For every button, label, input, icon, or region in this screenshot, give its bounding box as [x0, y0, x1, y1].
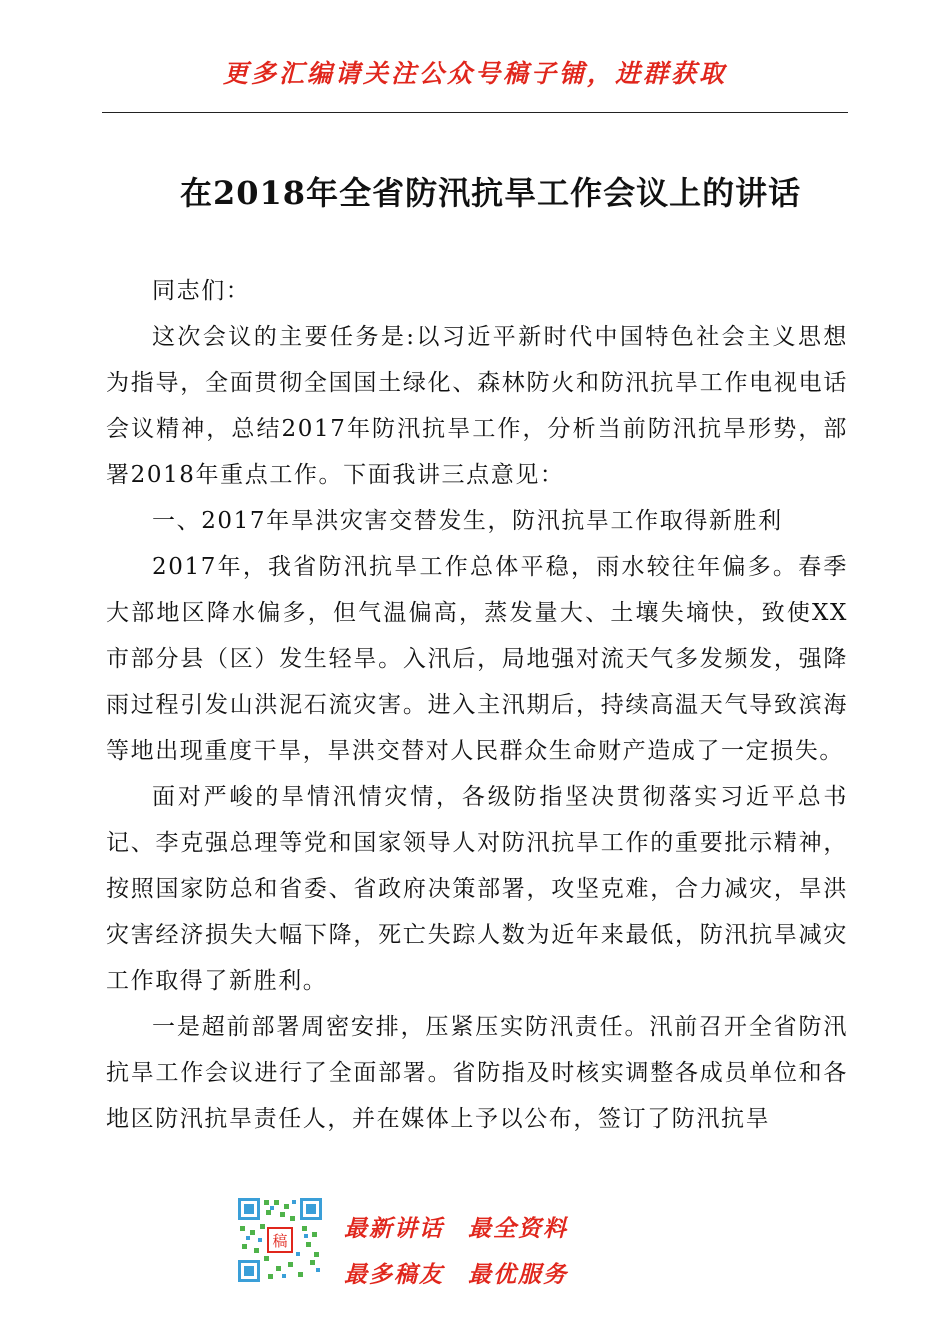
header-divider [102, 112, 848, 113]
slogan-latest-speeches: 最新讲话 [344, 1215, 444, 1242]
qr-center-char: 稿 [272, 1232, 288, 1250]
paragraph-point-1: 一是超前部署周密安排，压紧压实防汛责任。汛前召开全省防汛抗旱工作会议进行了全面部署。省防指及时核实调整各成员单位和各地区防汛抗旱责任人，并在媒体上予以公布，签订了防汛抗旱 [106, 1014, 848, 1132]
document-body [106, 268, 848, 1142]
slogan-complete-materials: 最全资料 [468, 1215, 568, 1242]
paragraph-response: 面对严峻的旱情汛情灾情，各级防指坚决贯彻落实习近平总书记、李克强总理等党和国家领导人对防汛抗旱工作的重要批示精神，按照国家防总和省委、省政府决策部署，攻坚克难，合力减灾，旱洪灾害经济损失大幅下降，死亡失踪人数为近年来最低，防汛抗旱减灾工作取得了新胜利。 [106, 784, 848, 994]
slogan-best-service: 最优服务 [468, 1261, 568, 1288]
qr-code-icon [236, 1196, 324, 1284]
header-banner: 更多汇编请关注公众号稿子铺，进群获取 [222, 59, 727, 88]
paragraph-intro: 这次会议的主要任务是:以习近平新时代中国特色社会主义思想为指导，全面贯彻全国国土绿化、森林防火和防汛抗旱工作电视电话会议精神，总结2017年防汛抗旱工作，分析当前防汛抗旱形势，部署2018年重点工作。下面我讲三点意见： [106, 324, 848, 488]
salutation: 同志们： [152, 278, 251, 304]
footer-promo [236, 1196, 636, 1288]
section-heading-1: 一、2017年旱洪灾害交替发生，防汛抗旱工作取得新胜利 [152, 508, 783, 534]
slogan-row-2 [344, 1256, 568, 1289]
paragraph-2017-summary: 2017年，我省防汛抗旱工作总体平稳，雨水较往年偏多。春季大部地区降水偏多，但气温偏高，蒸发量大、土壤失墒快，致使XX市部分县（区）发生轻旱。入汛后，局地强对流天气多发频发，强降雨过程引发山洪泥石流灾害。进入主汛期后，持续高温天气导致滨海等地出现重度干旱，旱洪交替对人民群众生命财产造成了一定损失。 [106, 554, 848, 764]
slogan-row-1 [344, 1210, 568, 1243]
slogan-most-writers: 最多稿友 [344, 1261, 444, 1288]
document-title: 在2018年全省防汛抗旱工作会议上的讲话 [180, 174, 802, 212]
